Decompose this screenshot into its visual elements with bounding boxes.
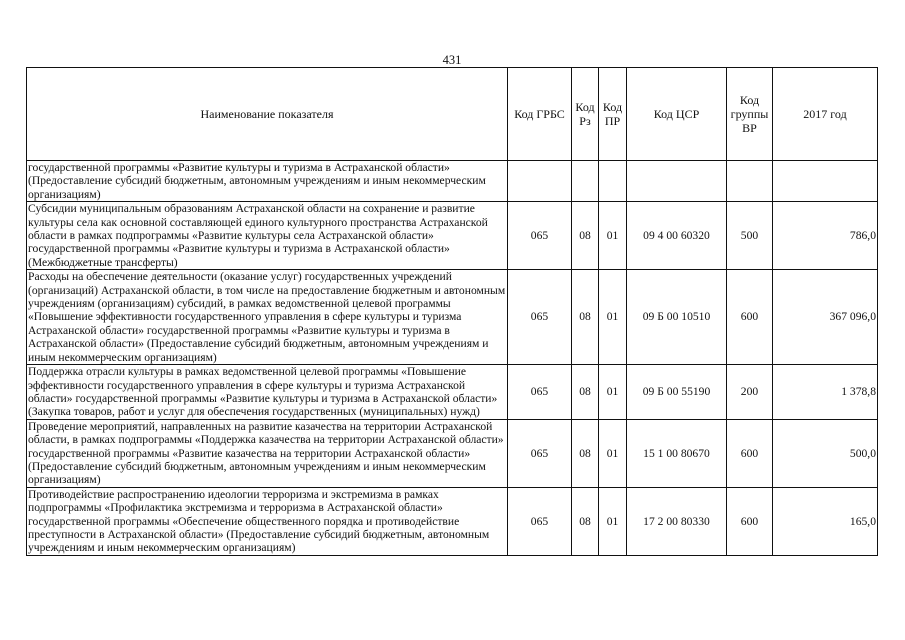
row-csr: 09 4 00 60320 bbox=[627, 202, 727, 270]
row-amount: 786,0 bbox=[773, 202, 878, 270]
row-pr bbox=[599, 161, 627, 202]
row-grbs: 065 bbox=[508, 270, 572, 365]
table-row bbox=[27, 270, 878, 365]
row-csr bbox=[627, 161, 727, 202]
row-pr: 01 bbox=[599, 202, 627, 270]
row-name: Поддержка отрасли культуры в рамках ведомственной целевой программы «Повышение эффективности государственного управления в сфере культуры и туризма Астраханской области» государственной программы «Развитие культуры и туризма в Астраханской области» (Закупка товаров, работ и услуг для обеспечения государственных (муниципальных) нужд) bbox=[27, 365, 508, 420]
row-vr: 600 bbox=[727, 487, 773, 555]
row-rz: 08 bbox=[572, 365, 599, 420]
row-name: Субсидии муниципальным образованиям Астраханской области на сохранение и развитие культуры села как основной составляющей единого культурного пространства Астраханской области в рамках подпрограммы «Развитие культуры села Астраханской области» государственной программы «Развитие культуры и туризма в Астраханской области» (Межбюджетные трансферты) bbox=[27, 202, 508, 270]
table-header-row bbox=[27, 68, 878, 161]
row-csr: 09 Б 00 55190 bbox=[627, 365, 727, 420]
header-csr: Код ЦСР bbox=[627, 68, 727, 161]
header-rz: Код Рз bbox=[572, 68, 599, 161]
row-amount bbox=[773, 161, 878, 202]
row-grbs: 065 bbox=[508, 487, 572, 555]
row-name: государственной программы «Развитие культуры и туризма в Астраханской области» (Предоставление субсидий бюджетным, автономным учреждениям и иным некоммерческим организациям) bbox=[27, 161, 508, 202]
row-rz: 08 bbox=[572, 270, 599, 365]
header-pr: Код ПР bbox=[599, 68, 627, 161]
row-csr: 09 Б 00 10510 bbox=[627, 270, 727, 365]
row-grbs: 065 bbox=[508, 419, 572, 487]
row-pr: 01 bbox=[599, 419, 627, 487]
row-grbs bbox=[508, 161, 572, 202]
table-row bbox=[27, 161, 878, 202]
budget-table bbox=[26, 67, 878, 556]
row-amount: 165,0 bbox=[773, 487, 878, 555]
table-row bbox=[27, 487, 878, 555]
table-row bbox=[27, 419, 878, 487]
row-vr: 500 bbox=[727, 202, 773, 270]
row-grbs: 065 bbox=[508, 202, 572, 270]
page-number: 431 bbox=[442, 53, 462, 67]
row-csr: 15 1 00 80670 bbox=[627, 419, 727, 487]
header-year: 2017 год bbox=[773, 68, 878, 161]
table-row bbox=[27, 365, 878, 420]
row-rz bbox=[572, 161, 599, 202]
row-grbs: 065 bbox=[508, 365, 572, 420]
row-pr: 01 bbox=[599, 487, 627, 555]
row-vr: 600 bbox=[727, 270, 773, 365]
row-amount: 367 096,0 bbox=[773, 270, 878, 365]
header-name: Наименование показателя bbox=[27, 68, 508, 161]
row-pr: 01 bbox=[599, 365, 627, 420]
row-pr: 01 bbox=[599, 270, 627, 365]
row-rz: 08 bbox=[572, 419, 599, 487]
header-vr: Код группы ВР bbox=[727, 68, 773, 161]
table-row bbox=[27, 202, 878, 270]
row-rz: 08 bbox=[572, 202, 599, 270]
row-name: Расходы на обеспечение деятельности (оказание услуг) государственных учреждений (организаций) Астраханской области, в том числе на предоставление бюджетным и автономным учреждениям (организациям) субсидий, в рамках ведомственной целевой программы «Повышение эффективности государственного управления в сфере культуры и туризма Астраханской области» государственной программы «Развитие культуры и туризма в Астраханской области» (Предоставление субсидий бюджетным, автономным учреждениям и иным некоммерческим организациям) bbox=[27, 270, 508, 365]
row-vr bbox=[727, 161, 773, 202]
row-vr: 200 bbox=[727, 365, 773, 420]
row-amount: 500,0 bbox=[773, 419, 878, 487]
row-name: Проведение мероприятий, направленных на развитие казачества на территории Астраханской области, в рамках подпрограммы «Поддержка казачества на территории Астраханской области» государственной программы «Развитие казачества на территории Астраханской области» (Предоставление субсидий бюджетным, автономным учреждениям и иным некоммерческим организациям) bbox=[27, 419, 508, 487]
header-grbs: Код ГРБС bbox=[508, 68, 572, 161]
row-name: Противодействие распространению идеологии терроризма и экстремизма в рамках подпрограммы «Профилактика экстремизма и терроризма в Астраханской области» государственной программы «Обеспечение общественного порядка и противодействие преступности в Астраханской области» (Предоставление субсидий бюджетным, автономным учреждениям и иным некоммерческим организациям) bbox=[27, 487, 508, 555]
row-vr: 600 bbox=[727, 419, 773, 487]
row-rz: 08 bbox=[572, 487, 599, 555]
row-csr: 17 2 00 80330 bbox=[627, 487, 727, 555]
row-amount: 1 378,8 bbox=[773, 365, 878, 420]
